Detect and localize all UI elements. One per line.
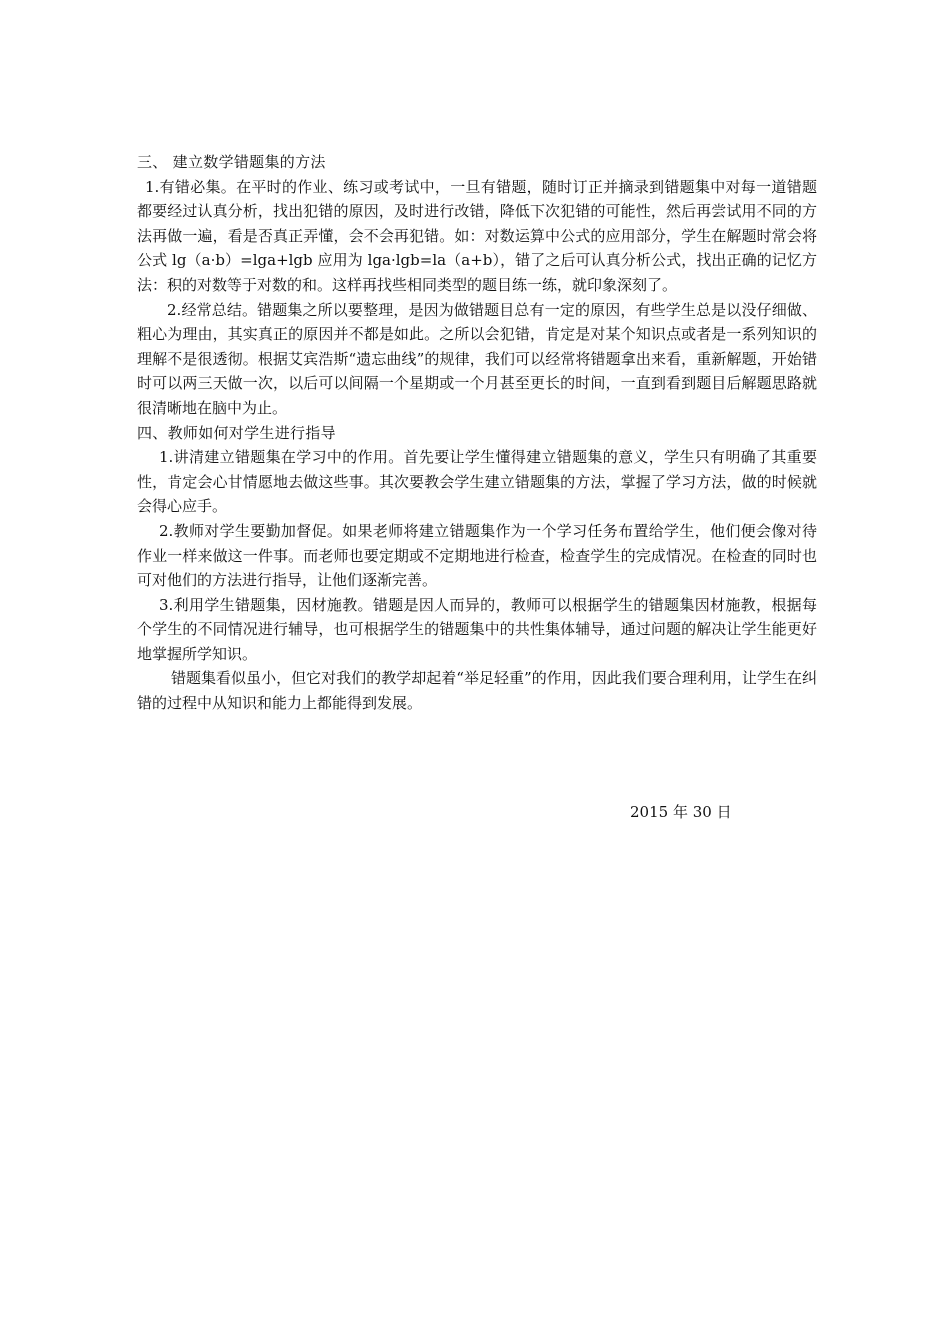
document-body xyxy=(137,150,817,716)
section-4-paragraph-2: 2.教师对学生要勤加督促。如果老师将建立错题集作为一个学习任务布置给学生，他们便会像对待作业一样来做这一件事。而老师也要定期或不定期地进行检查，检查学生的完成情况。在检查的同时也可对他们的方法进行指导，让他们逐渐完善。 xyxy=(137,521,817,590)
document-date: 2015 年 30 日 xyxy=(630,803,732,821)
section-3-paragraph-1: 1.有错必集。在平时的作业、练习或考试中，一旦有错题，随时订正并摘录到错题集中对每一道错题都要经过认真分析，找出犯错的原因，及时进行改错，降低下次犯错的可能性，然后再尝试用不同的方法再做一遍，看是否真正弄懂，会不会再犯错。如：对数运算中公式的应用部分，学生在解题时常会将公式 lg（a·b）=lga+lgb 应用为 lga·lgb=la（a+b），错了之后可认真分析公式，找出正确的记忆方法：积的对数等于对数的和。这样再找些相同类型的题目练一练，就印象深刻了。 xyxy=(137,177,817,294)
section-4-paragraph-3: 3.利用学生错题集，因材施教。错题是因人而异的，教师可以根据学生的错题集因材施教，根据每个学生的不同情况进行辅导，也可根据学生的错题集中的共性集体辅导，通过问题的解决让学生能更好地掌握所学知识。 xyxy=(137,595,817,663)
section-4-heading: 四、教师如何对学生进行指导 xyxy=(137,423,336,442)
section-3-paragraph-2: 2.经常总结。错题集之所以要整理，是因为做错题目总有一定的原因，有些学生总是以没仔细做、粗心为理由，其实真正的原因并不都是如此。之所以会犯错，肯定是对某个知识点或者是一系列知识的理解不是很透彻。根据艾宾浩斯“遗忘曲线”的规律，我们可以经常将错题拿出来看，重新解题，开始错时可以两三天做一次，以后可以间隔一个星期或一个月甚至更长的时间，一直到看到题目后解题思路就很清晰地在脑中为止。 xyxy=(137,300,817,417)
section-3-heading: 三、 建立数学错题集的方法 xyxy=(137,153,326,171)
section-4-paragraph-1: 1.讲清建立错题集在学习中的作用。首先要让学生懂得建立错题集的意义，学生只有明确了其重要性，肯定会心甘情愿地去做这些事。其次要教会学生建立错题集的方法，掌握了学习方法，做的时候就会得心应手。 xyxy=(137,448,817,516)
conclusion-paragraph: 错题集看似虽小，但它对我们的教学却起着“举足轻重”的作用，因此我们要合理利用，让学生在纠错的过程中从知识和能力上都能得到发展。 xyxy=(137,669,817,713)
